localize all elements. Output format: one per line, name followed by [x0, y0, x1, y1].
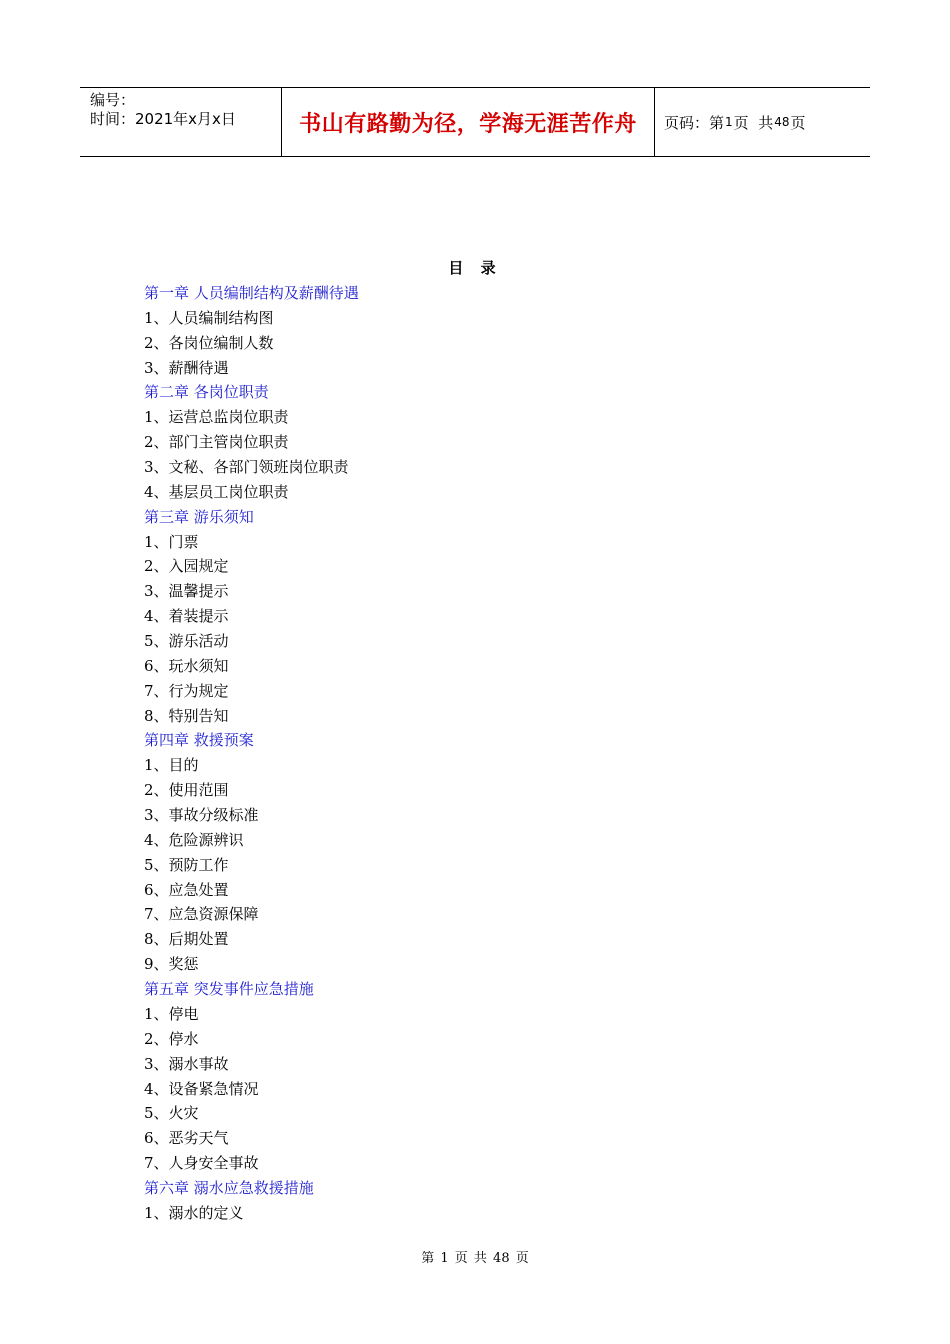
toc-entry: 4、基层员工岗位职责: [144, 482, 289, 501]
toc-title: 目 录: [448, 259, 502, 277]
toc-entry: 1、停电: [144, 1004, 199, 1023]
toc-entry: 5、游乐活动: [144, 632, 229, 651]
toc-entry: 1、溺水的定义: [144, 1203, 244, 1222]
toc-entry: 4、着装提示: [144, 607, 229, 626]
page-suffix: 页: [790, 113, 806, 132]
toc-entry: 3、温馨提示: [144, 582, 229, 601]
toc-entry: 7、行为规定: [144, 681, 229, 700]
toc-entry: 5、预防工作: [144, 855, 229, 874]
toc-entry: 8、后期处置: [144, 930, 229, 949]
page-prefix: 页码：第: [664, 113, 725, 132]
toc-entry: 9、奖惩: [144, 955, 199, 974]
toc-entry: 2、各岗位编制人数: [144, 333, 274, 352]
time-label: 时间：2021年x月x日: [90, 110, 236, 128]
document-header: [80, 87, 870, 157]
toc-chapter-heading[interactable]: 第五章 突发事件应急措施: [144, 980, 314, 999]
toc-entry: 2、部门主管岗位职责: [144, 433, 289, 452]
toc-entry: 3、溺水事故: [144, 1054, 229, 1073]
serial-number-label: 编号：: [90, 91, 136, 109]
toc-list: [144, 281, 359, 1226]
toc-entry: 2、入园规定: [144, 557, 229, 576]
toc-entry: 3、薪酬待遇: [144, 358, 229, 377]
toc-entry: 1、目的: [144, 756, 199, 775]
toc-chapter-heading[interactable]: 第三章 游乐须知: [144, 507, 254, 526]
header-page-cell: [655, 88, 870, 156]
header-left-cell: [80, 88, 281, 156]
toc-entry: 3、事故分级标准: [144, 806, 259, 825]
toc-chapter-heading[interactable]: 第六章 溺水应急救援措施: [144, 1178, 314, 1197]
toc-chapter-heading[interactable]: 第二章 各岗位职责: [144, 383, 269, 402]
toc-entry: 6、恶劣天气: [144, 1129, 229, 1148]
toc-entry: 2、使用范围: [144, 781, 229, 800]
toc-entry: 1、人员编制结构图: [144, 308, 274, 327]
toc-entry: 4、危险源辨识: [144, 830, 244, 849]
header-motto-cell: [281, 88, 655, 156]
toc-entry: 4、设备紧急情况: [144, 1079, 259, 1098]
toc-entry: 1、门票: [144, 532, 199, 551]
toc-entry: 6、应急处置: [144, 880, 229, 899]
toc-entry: 8、特别告知: [144, 706, 229, 725]
toc-entry: 6、玩水须知: [144, 656, 229, 675]
page-middle: 页 共: [733, 113, 774, 132]
page-current: 1: [725, 115, 733, 129]
toc-entry: 3、文秘、各部门领班岗位职责: [144, 458, 349, 477]
page-total: 48: [774, 115, 790, 129]
toc-entry: 1、运营总监岗位职责: [144, 408, 289, 427]
toc-entry: 7、人身安全事故: [144, 1154, 259, 1173]
toc-chapter-heading[interactable]: 第一章 人员编制结构及薪酬待遇: [144, 284, 359, 302]
toc-entry: 5、火灾: [144, 1104, 199, 1123]
toc-entry: 7、应急资源保障: [144, 905, 259, 924]
toc-chapter-heading[interactable]: 第四章 救援预案: [144, 731, 254, 750]
motto-text: 书山有路勤为径，学海无涯苦作舟: [299, 110, 637, 137]
page-footer: 第 1 页 共 48 页: [421, 1251, 529, 1266]
toc-entry: 2、停水: [144, 1029, 199, 1048]
